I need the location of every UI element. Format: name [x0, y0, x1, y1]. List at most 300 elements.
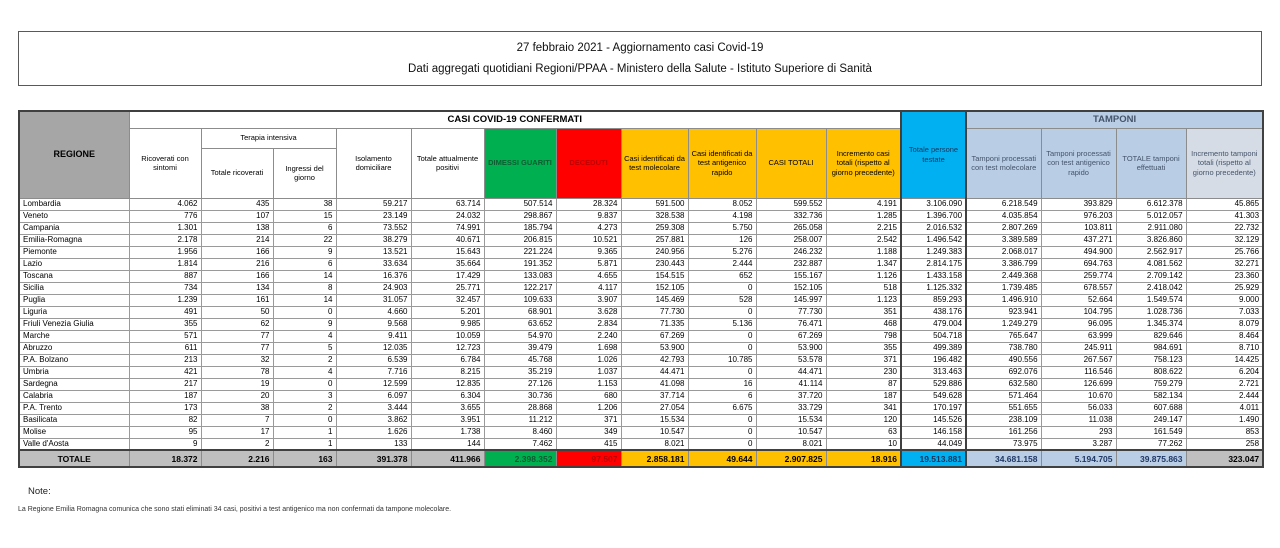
value-cell: 421 — [129, 366, 201, 378]
header-ricoverati-sintomi: Ricoverati con sintomi — [129, 128, 201, 198]
value-cell: 5.276 — [688, 246, 756, 258]
value-cell: 45.865 — [1186, 198, 1263, 210]
value-cell: 5.012.057 — [1116, 210, 1186, 222]
value-cell: 5.750 — [688, 222, 756, 234]
value-cell: 3.907 — [556, 294, 621, 306]
value-cell: 4.273 — [556, 222, 621, 234]
value-cell: 154.515 — [621, 270, 688, 282]
value-cell: 1.153 — [556, 378, 621, 390]
value-cell: 24.032 — [411, 210, 484, 222]
value-cell: 2.215 — [826, 222, 901, 234]
value-cell: 692.076 — [966, 366, 1041, 378]
value-cell: 798 — [826, 330, 901, 342]
value-cell: 6.218.549 — [966, 198, 1041, 210]
value-cell: 6.612.378 — [1116, 198, 1186, 210]
table-row — [19, 306, 1263, 318]
value-cell: 133 — [336, 438, 411, 450]
value-cell: 240.956 — [621, 246, 688, 258]
value-cell: 2.807.269 — [966, 222, 1041, 234]
value-cell: 393.829 — [1041, 198, 1116, 210]
value-cell: 232.887 — [756, 258, 826, 270]
value-cell: 230.443 — [621, 258, 688, 270]
value-cell: 341 — [826, 402, 901, 414]
value-cell: 7.462 — [484, 438, 556, 450]
value-cell: 39.479 — [484, 342, 556, 354]
header-totale-ricoverati: Totale ricoverati — [201, 148, 273, 198]
region-name: Friuli Venezia Giulia — [19, 318, 129, 330]
value-cell: 28.324 — [556, 198, 621, 210]
value-cell: 734 — [129, 282, 201, 294]
value-cell: 257.881 — [621, 234, 688, 246]
value-cell: 738.780 — [966, 342, 1041, 354]
value-cell: 9.985 — [411, 318, 484, 330]
value-cell: 571.464 — [966, 390, 1041, 402]
table-row — [19, 198, 1263, 210]
value-cell: 0 — [688, 306, 756, 318]
region-name: Molise — [19, 426, 129, 438]
value-cell: 1.626 — [336, 426, 411, 438]
value-cell: 9.568 — [336, 318, 411, 330]
value-cell: 853 — [1186, 426, 1263, 438]
value-cell: 4.117 — [556, 282, 621, 294]
value-cell: 6.204 — [1186, 366, 1263, 378]
value-cell: 349 — [556, 426, 621, 438]
value-cell: 245.911 — [1041, 342, 1116, 354]
value-cell: 16 — [688, 378, 756, 390]
value-cell: 9.837 — [556, 210, 621, 222]
value-cell: 10.547 — [621, 426, 688, 438]
value-cell: 10 — [826, 438, 901, 450]
value-cell: 6 — [273, 258, 336, 270]
value-cell: 120 — [826, 414, 901, 426]
value-cell: 14 — [273, 270, 336, 282]
value-cell: 4.198 — [688, 210, 756, 222]
value-cell: 17.429 — [411, 270, 484, 282]
value-cell: 4.081.562 — [1116, 258, 1186, 270]
value-cell: 77.730 — [621, 306, 688, 318]
value-cell: 0 — [688, 330, 756, 342]
value-cell: 0 — [273, 414, 336, 426]
value-cell: 0 — [688, 342, 756, 354]
value-cell: 53.578 — [756, 354, 826, 366]
value-cell: 8 — [273, 282, 336, 294]
header-attualmente-positivi: Totale attualmente positivi — [411, 128, 484, 198]
table-row — [19, 378, 1263, 390]
totale-cell: 411.966 — [411, 450, 484, 467]
value-cell: 138 — [201, 222, 273, 234]
totale-cell: 391.378 — [336, 450, 411, 467]
totale-cell: 97.507 — [556, 450, 621, 467]
table-row — [19, 354, 1263, 366]
value-cell: 82 — [129, 414, 201, 426]
header-casi-confermati: CASI COVID-19 CONFERMATI — [129, 111, 901, 128]
value-cell: 19 — [201, 378, 273, 390]
region-name: Emilia-Romagna — [19, 234, 129, 246]
header-tamponi-antigenico: Tamponi processati con test antigenico rapido — [1041, 128, 1116, 198]
value-cell: 829.646 — [1116, 330, 1186, 342]
covid-data-table — [18, 110, 1264, 468]
value-cell: 765.647 — [966, 330, 1041, 342]
value-cell: 499.389 — [901, 342, 966, 354]
region-name: Abruzzo — [19, 342, 129, 354]
value-cell: 6.097 — [336, 390, 411, 402]
value-cell: 52.664 — [1041, 294, 1116, 306]
value-cell: 1.026 — [556, 354, 621, 366]
value-cell: 126.699 — [1041, 378, 1116, 390]
value-cell: 2 — [201, 438, 273, 450]
value-cell: 166 — [201, 246, 273, 258]
value-cell: 50 — [201, 306, 273, 318]
value-cell: 259.774 — [1041, 270, 1116, 282]
value-cell: 63.652 — [484, 318, 556, 330]
value-cell: 8.021 — [621, 438, 688, 450]
value-cell: 12.723 — [411, 342, 484, 354]
value-cell: 3.386.799 — [966, 258, 1041, 270]
table-row — [19, 258, 1263, 270]
report-title-box — [18, 31, 1262, 86]
value-cell: 59.217 — [336, 198, 411, 210]
totale-cell: 49.644 — [688, 450, 756, 467]
value-cell: 776 — [129, 210, 201, 222]
value-cell: 20 — [201, 390, 273, 402]
value-cell: 2.834 — [556, 318, 621, 330]
value-cell: 0 — [688, 426, 756, 438]
value-cell: 14.425 — [1186, 354, 1263, 366]
value-cell: 8.052 — [688, 198, 756, 210]
region-name: Sicilia — [19, 282, 129, 294]
value-cell: 107 — [201, 210, 273, 222]
value-cell: 191.352 — [484, 258, 556, 270]
value-cell: 7 — [201, 414, 273, 426]
value-cell: 808.622 — [1116, 366, 1186, 378]
value-cell: 77 — [201, 342, 273, 354]
region-name: P.A. Bolzano — [19, 354, 129, 366]
value-cell: 45.768 — [484, 354, 556, 366]
region-name: Veneto — [19, 210, 129, 222]
value-cell: 63 — [826, 426, 901, 438]
value-cell: 87 — [826, 378, 901, 390]
table-row — [19, 222, 1263, 234]
totale-row — [19, 450, 1263, 467]
value-cell: 68.901 — [484, 306, 556, 318]
region-name: P.A. Trento — [19, 402, 129, 414]
value-cell: 126 — [688, 234, 756, 246]
value-cell: 611 — [129, 342, 201, 354]
value-cell: 355 — [129, 318, 201, 330]
totale-cell: 39.875.863 — [1116, 450, 1186, 467]
value-cell: 258.007 — [756, 234, 826, 246]
value-cell: 0 — [273, 306, 336, 318]
value-cell: 37.714 — [621, 390, 688, 402]
value-cell: 4 — [273, 366, 336, 378]
value-cell: 170.197 — [901, 402, 966, 414]
totale-cell: 18.916 — [826, 450, 901, 467]
notes-section — [18, 486, 452, 513]
value-cell: 437.271 — [1041, 234, 1116, 246]
value-cell: 1.347 — [826, 258, 901, 270]
value-cell: 95 — [129, 426, 201, 438]
value-cell: 10.785 — [688, 354, 756, 366]
value-cell: 8.464 — [1186, 330, 1263, 342]
value-cell: 2.814.175 — [901, 258, 966, 270]
value-cell: 146.158 — [901, 426, 966, 438]
value-cell: 2.016.532 — [901, 222, 966, 234]
value-cell: 1.126 — [826, 270, 901, 282]
value-cell: 10.059 — [411, 330, 484, 342]
value-cell: 259.308 — [621, 222, 688, 234]
value-cell: 145.526 — [901, 414, 966, 426]
value-cell: 504.718 — [901, 330, 966, 342]
value-cell: 468 — [826, 318, 901, 330]
value-cell: 77.730 — [756, 306, 826, 318]
value-cell: 415 — [556, 438, 621, 450]
region-name: Marche — [19, 330, 129, 342]
value-cell: 32.271 — [1186, 258, 1263, 270]
value-cell: 1.490 — [1186, 414, 1263, 426]
value-cell: 328.538 — [621, 210, 688, 222]
value-cell: 144 — [411, 438, 484, 450]
region-name: Lombardia — [19, 198, 129, 210]
value-cell: 1 — [273, 438, 336, 450]
value-cell: 17 — [201, 426, 273, 438]
value-cell: 238.109 — [966, 414, 1041, 426]
totale-cell: 34.681.158 — [966, 450, 1041, 467]
value-cell: 145.469 — [621, 294, 688, 306]
value-cell: 976.203 — [1041, 210, 1116, 222]
value-cell: 53.900 — [756, 342, 826, 354]
value-cell: 246.232 — [756, 246, 826, 258]
value-cell: 0 — [688, 414, 756, 426]
table-row — [19, 330, 1263, 342]
value-cell: 173 — [129, 402, 201, 414]
value-cell: 1.037 — [556, 366, 621, 378]
value-cell: 529.886 — [901, 378, 966, 390]
value-cell: 103.811 — [1041, 222, 1116, 234]
value-cell: 1.396.700 — [901, 210, 966, 222]
value-cell: 6.675 — [688, 402, 756, 414]
header-deceduti: DECEDUTI — [556, 128, 621, 198]
totale-cell: 2.907.825 — [756, 450, 826, 467]
value-cell: 161 — [201, 294, 273, 306]
value-cell: 74.991 — [411, 222, 484, 234]
value-cell: 9.365 — [556, 246, 621, 258]
totale-cell: 19.513.881 — [901, 450, 966, 467]
value-cell: 2.449.368 — [966, 270, 1041, 282]
value-cell: 33.634 — [336, 258, 411, 270]
value-cell: 67.269 — [621, 330, 688, 342]
value-cell: 293 — [1041, 426, 1116, 438]
value-cell: 332.736 — [756, 210, 826, 222]
notes-label: Note: — [28, 486, 51, 497]
value-cell: 599.552 — [756, 198, 826, 210]
table-header — [19, 111, 1263, 198]
table-row — [19, 210, 1263, 222]
value-cell: 5.871 — [556, 258, 621, 270]
value-cell: 8.079 — [1186, 318, 1263, 330]
value-cell: 15 — [273, 210, 336, 222]
value-cell: 2.911.080 — [1116, 222, 1186, 234]
value-cell: 41.098 — [621, 378, 688, 390]
value-cell: 63.999 — [1041, 330, 1116, 342]
value-cell: 2.542 — [826, 234, 901, 246]
value-cell: 27.126 — [484, 378, 556, 390]
value-cell: 11.038 — [1041, 414, 1116, 426]
value-cell: 267.567 — [1041, 354, 1116, 366]
header-casi-totali: CASI TOTALI — [756, 128, 826, 198]
value-cell: 152.105 — [756, 282, 826, 294]
value-cell: 15.534 — [756, 414, 826, 426]
value-cell: 2 — [273, 402, 336, 414]
region-name: Piemonte — [19, 246, 129, 258]
value-cell: 984.691 — [1116, 342, 1186, 354]
value-cell: 104.795 — [1041, 306, 1116, 318]
value-cell: 77.262 — [1116, 438, 1186, 450]
value-cell: 507.514 — [484, 198, 556, 210]
value-cell: 8.021 — [756, 438, 826, 450]
value-cell: 4.191 — [826, 198, 901, 210]
value-cell: 4.011 — [1186, 402, 1263, 414]
table-row — [19, 318, 1263, 330]
value-cell: 859.293 — [901, 294, 966, 306]
value-cell: 73.975 — [966, 438, 1041, 450]
value-cell: 1.738 — [411, 426, 484, 438]
value-cell: 3.444 — [336, 402, 411, 414]
value-cell: 2.709.142 — [1116, 270, 1186, 282]
value-cell: 32.129 — [1186, 234, 1263, 246]
value-cell: 4.655 — [556, 270, 621, 282]
value-cell: 1.123 — [826, 294, 901, 306]
value-cell: 63.714 — [411, 198, 484, 210]
value-cell: 1.814 — [129, 258, 201, 270]
table-row — [19, 366, 1263, 378]
value-cell: 32.457 — [411, 294, 484, 306]
value-cell: 152.105 — [621, 282, 688, 294]
value-cell: 54.970 — [484, 330, 556, 342]
value-cell: 14 — [273, 294, 336, 306]
value-cell: 31.057 — [336, 294, 411, 306]
value-cell: 0 — [688, 366, 756, 378]
value-cell: 187 — [826, 390, 901, 402]
value-cell: 122.217 — [484, 282, 556, 294]
value-cell: 3.862 — [336, 414, 411, 426]
value-cell: 3 — [273, 390, 336, 402]
value-cell: 221.224 — [484, 246, 556, 258]
value-cell: 1.301 — [129, 222, 201, 234]
value-cell: 9 — [129, 438, 201, 450]
report-date-title: 27 febbraio 2021 - Aggiornamento casi Covid-19 — [516, 41, 764, 54]
value-cell: 41.114 — [756, 378, 826, 390]
value-cell: 13.521 — [336, 246, 411, 258]
header-isolamento: Isolamento domiciliare — [336, 128, 411, 198]
region-name: Lazio — [19, 258, 129, 270]
totale-cell: 323.047 — [1186, 450, 1263, 467]
value-cell: 44.471 — [621, 366, 688, 378]
value-cell: 27.054 — [621, 402, 688, 414]
value-cell: 3.951 — [411, 414, 484, 426]
totale-cell: 163 — [273, 450, 336, 467]
value-cell: 1.028.736 — [1116, 306, 1186, 318]
value-cell: 887 — [129, 270, 201, 282]
value-cell: 4.035.854 — [966, 210, 1041, 222]
value-cell: 44.471 — [756, 366, 826, 378]
value-cell: 758.123 — [1116, 354, 1186, 366]
value-cell: 2.444 — [1186, 390, 1263, 402]
value-cell: 2 — [273, 354, 336, 366]
value-cell: 3.389.589 — [966, 234, 1041, 246]
header-incremento-casi: Incremento casi totali (rispetto al giorno precedente) — [826, 128, 901, 198]
value-cell: 6 — [273, 222, 336, 234]
value-cell: 12.035 — [336, 342, 411, 354]
value-cell: 494.900 — [1041, 246, 1116, 258]
value-cell: 73.552 — [336, 222, 411, 234]
value-cell: 2.562.917 — [1116, 246, 1186, 258]
value-cell: 4 — [273, 330, 336, 342]
value-cell: 0 — [273, 378, 336, 390]
table-row — [19, 414, 1263, 426]
table-row — [19, 234, 1263, 246]
value-cell: 1.249.383 — [901, 246, 966, 258]
value-cell: 491 — [129, 306, 201, 318]
header-casi-antigenico: Casi identificati da test antigenico rapido — [688, 128, 756, 198]
value-cell: 38 — [273, 198, 336, 210]
value-cell: 166 — [201, 270, 273, 282]
value-cell: 1.549.574 — [1116, 294, 1186, 306]
header-incremento-tamponi: Incremento tamponi totali (rispetto al giorno precedente) — [1186, 128, 1263, 198]
value-cell: 652 — [688, 270, 756, 282]
value-cell: 25.929 — [1186, 282, 1263, 294]
totale-cell: 2.398.352 — [484, 450, 556, 467]
value-cell: 10.547 — [756, 426, 826, 438]
value-cell: 206.815 — [484, 234, 556, 246]
value-cell: 77 — [201, 330, 273, 342]
value-cell: 134 — [201, 282, 273, 294]
header-terapia-intensiva: Terapia intensiva — [201, 128, 336, 148]
table-footer — [19, 450, 1263, 467]
value-cell: 2.721 — [1186, 378, 1263, 390]
value-cell: 185.794 — [484, 222, 556, 234]
value-cell: 40.671 — [411, 234, 484, 246]
totale-cell: 2.216 — [201, 450, 273, 467]
value-cell: 1.239 — [129, 294, 201, 306]
value-cell: 15.534 — [621, 414, 688, 426]
value-cell: 518 — [826, 282, 901, 294]
value-cell: 1.496.542 — [901, 234, 966, 246]
region-name: Calabria — [19, 390, 129, 402]
table-row — [19, 390, 1263, 402]
value-cell: 5.201 — [411, 306, 484, 318]
value-cell: 35.664 — [411, 258, 484, 270]
value-cell: 8.710 — [1186, 342, 1263, 354]
value-cell: 3.655 — [411, 402, 484, 414]
value-cell: 187 — [129, 390, 201, 402]
value-cell: 35.219 — [484, 366, 556, 378]
value-cell: 438.176 — [901, 306, 966, 318]
value-cell: 479.004 — [901, 318, 966, 330]
value-cell: 371 — [826, 354, 901, 366]
totale-label: TOTALE — [19, 450, 129, 467]
value-cell: 10.521 — [556, 234, 621, 246]
value-cell: 2.444 — [688, 258, 756, 270]
value-cell: 4.062 — [129, 198, 201, 210]
value-cell: 25.771 — [411, 282, 484, 294]
value-cell: 6.784 — [411, 354, 484, 366]
region-name: Valle d'Aosta — [19, 438, 129, 450]
value-cell: 0 — [688, 282, 756, 294]
value-cell: 678.557 — [1041, 282, 1116, 294]
value-cell: 490.556 — [966, 354, 1041, 366]
value-cell: 42.793 — [621, 354, 688, 366]
value-cell: 582.134 — [1116, 390, 1186, 402]
